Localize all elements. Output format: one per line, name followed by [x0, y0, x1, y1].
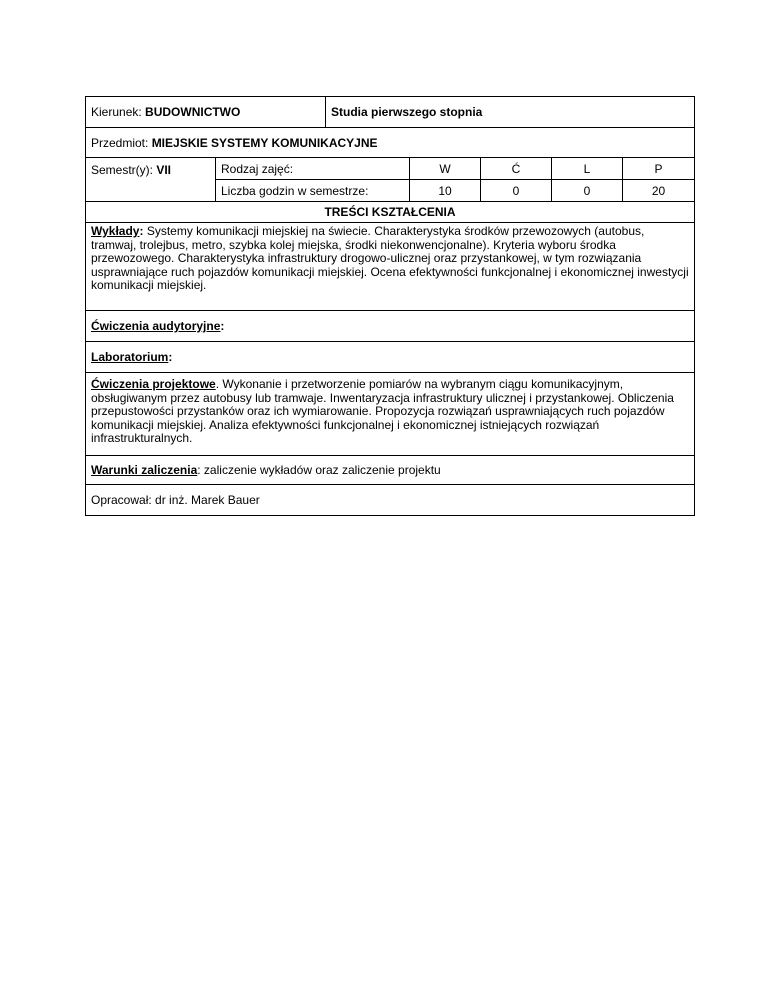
- projektowe-label: Ćwiczenia projektowe: [91, 377, 216, 391]
- tresci-title: [86, 202, 695, 222]
- wyklady-row: [86, 223, 695, 311]
- warunki-text: : zaliczenie wykładów oraz zaliczenie projektu: [197, 463, 441, 477]
- opracowal-cell: [86, 485, 695, 515]
- projektowe-cell: [86, 373, 695, 455]
- laboratorium-row: [86, 342, 695, 373]
- kierunek-label: Kierunek:: [91, 105, 146, 119]
- przedmiot-cell: [86, 128, 695, 157]
- col-c: Ć: [481, 158, 552, 179]
- przedmiot-label: Przedmiot:: [91, 136, 152, 150]
- hours-values-row: [216, 180, 695, 201]
- tresci-row: [86, 202, 695, 223]
- course-card: [85, 96, 695, 516]
- semestr-row: [86, 158, 695, 202]
- cwiczenia-label: Ćwiczenia audytoryjne: [91, 319, 221, 333]
- przedmiot-value: MIEJSKIE SYSTEMY KOMUNIKACYJNE: [151, 136, 378, 150]
- rodzaj-label: Rodzaj zajęć:: [216, 158, 410, 179]
- kierunek-value: BUDOWNICTWO: [145, 105, 241, 119]
- laboratorium-cell: Laboratorium:: [86, 342, 695, 372]
- warunki-row: [86, 456, 695, 485]
- laboratorium-label: Laboratorium: [91, 350, 169, 364]
- val-p: 20: [623, 180, 695, 201]
- hours-table: [216, 158, 695, 201]
- wyklady-text: Systemy komunikacji miejskiej na świecie. Charakterystyka środków przewozowych (autobus, tramwaj, trolejbus, metro, szybka kolej miejska, środki niekonwencjonalne). Kryteria wyboru środka przewozowego. Charakterystyka infrastruktury drogowo-ulicznej oraz przystankowej, w tym rozwiązania usprawniające ruch pojazdów komunikacji miejskiej. Ocena efektywności funkcjonalnej i ekonomicznej inwestycji komunikacji miejskiej.: [91, 224, 689, 292]
- wyklady-label: Wykłady: [91, 224, 140, 238]
- opracowal-row: [86, 485, 695, 516]
- col-p: P: [623, 158, 695, 179]
- warunki-label: Warunki zaliczenia: [91, 463, 198, 477]
- semestr-value: VII: [156, 163, 172, 177]
- przedmiot-row: [86, 128, 695, 158]
- tresci-title-text: TREŚCI KSZTAŁCENIA: [324, 205, 456, 219]
- projektowe-row: [86, 373, 695, 456]
- wyklady-cell: Wykłady: Systemy komunikacji miejskiej na świecie. Charakterystyka środków przewozowych (autobus, tramwaj, trolejbus, metro, szybka kolej miejska, środki niekonwencjonalne). Kryteria wyboru środka przewozowego. Charakterystyka infrastruktury drogowo-ulicznej oraz przystankowej, w tym rozwiązania usprawniające ruch pojazdów komunikacji miejskiej. Ocena efektywności funkcjonalnej i ekonomicznej inwestycji komunikacji miejskiej.: [86, 223, 695, 310]
- warunki-cell: [86, 456, 695, 484]
- col-l: L: [552, 158, 623, 179]
- val-w: 10: [410, 180, 481, 201]
- val-l: 0: [552, 180, 623, 201]
- studia-label: Studia pierwszego stopnia: [331, 105, 483, 119]
- liczba-label: Liczba godzin w semestrze:: [216, 180, 410, 201]
- kierunek-row: [86, 97, 695, 128]
- kierunek-cell: [86, 97, 326, 127]
- val-c: 0: [481, 180, 552, 201]
- cwiczenia-row: [86, 311, 695, 342]
- cwiczenia-cell: Ćwiczenia audytoryjne:: [86, 311, 695, 341]
- hours-header-row: [216, 158, 695, 180]
- col-w: W: [410, 158, 481, 179]
- semestr-cell: [86, 158, 216, 201]
- semestr-label: Semestr(y):: [91, 163, 157, 177]
- opracowal-text: Opracował: dr inż. Marek Bauer: [91, 493, 260, 507]
- projektowe-text: . Wykonanie i przetworzenie pomiarów na wybranym ciągu komunikacyjnym, obsługiwanym przez autobusy lub tramwaje. Inwentaryzacja infrastruktury ulicznej i przystankowej. Obliczenia przepustowości przystanków oraz ich wymiarowanie. Propozycja rozwiązań usprawniających ruch pojazdów komunikacji miejskiej. Analiza efektywności funkcjonalnej i ekonomicznej istniejących rozwiązań infrastrukturalnych.: [91, 377, 674, 445]
- studia-cell: [326, 97, 695, 127]
